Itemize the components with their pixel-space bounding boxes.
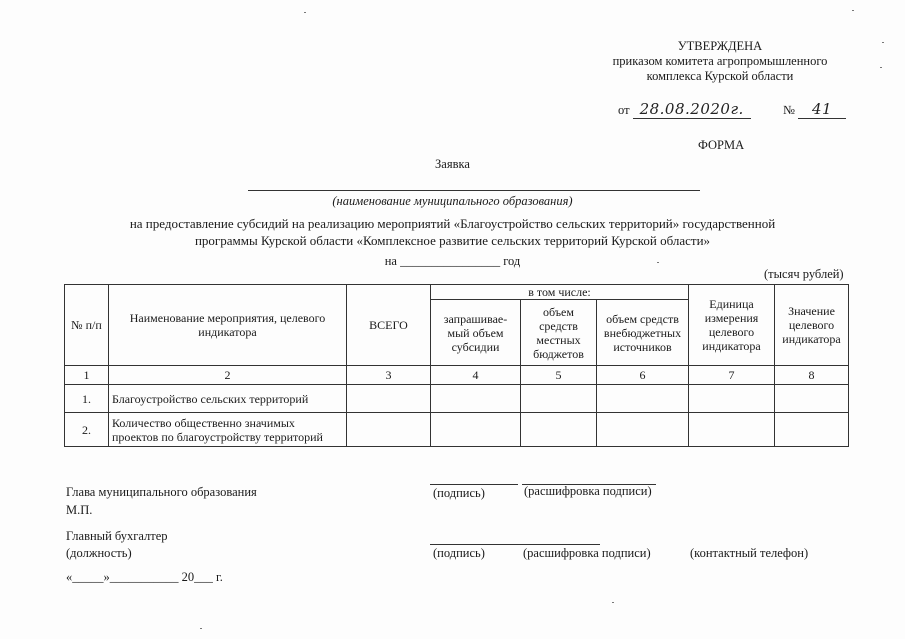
column-number-row — [65, 366, 849, 385]
position-caption: (должность) — [66, 546, 132, 560]
date-prefix: от — [618, 103, 630, 117]
approval-title: УТВЕРЖДЕНА — [677, 39, 763, 53]
empty-cell — [597, 385, 689, 413]
accountant-decoding-caption: (расшифровка подписи) — [523, 546, 651, 560]
approval-line-1: приказом комитета агропромышленного — [612, 54, 828, 68]
header-extrabudgetary: объем средств внебюджетных источников — [597, 300, 689, 366]
form-label: ФОРМА — [698, 138, 745, 152]
empty-cell — [689, 413, 775, 447]
column-number: 1 — [65, 366, 109, 385]
scan-speck — [200, 628, 202, 629]
scan-speck — [612, 602, 614, 603]
approval-block — [600, 39, 840, 84]
empty-cell — [689, 385, 775, 413]
empty-cell — [521, 413, 597, 447]
header-value: Значение целевого индикатора — [775, 285, 849, 366]
column-number: 7 — [689, 366, 775, 385]
column-number: 8 — [775, 366, 849, 385]
document-title: Заявка — [435, 157, 470, 171]
approval-date-line — [618, 100, 846, 119]
row-name: Количество общественно значимых проектов по благоустройству территорий — [109, 413, 347, 447]
header-subsidy: запрашивае-мый объем субсидии — [431, 300, 521, 366]
empty-cell — [431, 385, 521, 413]
accountant-title: Главный бухгалтер — [66, 529, 168, 543]
year-line: на ________________ год — [384, 254, 521, 268]
header-num: № п/п — [65, 285, 109, 366]
approval-line-2: комплекса Курской области — [646, 69, 794, 83]
column-number: 6 — [597, 366, 689, 385]
empty-cell — [775, 413, 849, 447]
empty-cell — [521, 385, 597, 413]
units-note: (тысяч рублей) — [764, 267, 844, 281]
scan-speck — [657, 262, 659, 263]
table-row — [65, 385, 849, 413]
number-prefix: № — [782, 103, 795, 117]
empty-cell — [347, 413, 431, 447]
scan-speck — [852, 10, 854, 11]
empty-cell — [597, 413, 689, 447]
subsidy-table — [64, 284, 849, 447]
purpose-line-2: программы Курской области «Комплексное развитие сельских территорий Курской области» — [194, 233, 711, 248]
header-row-1 — [65, 285, 849, 300]
handwritten-number: 41 — [811, 100, 833, 118]
accountant-signature-rule — [430, 544, 600, 545]
municipality-caption: (наименование муниципального образования) — [332, 194, 573, 208]
header-unit: Единица измерения целевого индикатора — [689, 285, 775, 366]
row-number: 1. — [65, 385, 109, 413]
table-row — [65, 413, 849, 447]
empty-cell — [775, 385, 849, 413]
head-title: Глава муниципального образования — [66, 485, 257, 499]
decoding-caption: (расшифровка подписи) — [524, 484, 652, 498]
scan-speck — [304, 12, 306, 13]
empty-cell — [347, 385, 431, 413]
header-local-budgets: объем средств местных бюджетов — [521, 300, 597, 366]
accountant-signature-caption: (подпись) — [433, 546, 485, 560]
stamp-place: М.П. — [66, 503, 93, 517]
signature-caption: (подпись) — [433, 486, 485, 500]
phone-caption: (контактный телефон) — [690, 546, 809, 560]
scan-speck — [880, 67, 882, 68]
handwritten-date: 28.08.2020г. — [639, 100, 744, 118]
scan-speck — [882, 42, 884, 43]
header-including: в том числе: — [431, 285, 689, 300]
column-number: 4 — [431, 366, 521, 385]
row-name: Благоустройство сельских территорий — [109, 385, 347, 413]
row-number: 2. — [65, 413, 109, 447]
column-number: 5 — [521, 366, 597, 385]
date-line: «_____»___________ 20___ г. — [66, 570, 223, 584]
column-number: 3 — [347, 366, 431, 385]
empty-cell — [431, 413, 521, 447]
header-name: Наименование мероприятия, целевого индикатора — [109, 285, 347, 366]
municipality-rule — [248, 190, 700, 191]
signature-rule — [430, 484, 518, 485]
header-total: ВСЕГО — [347, 285, 431, 366]
column-number: 2 — [109, 366, 347, 385]
purpose-line-1: на предоставление субсидий на реализацию мероприятий «Благоустройство сельских территорий» государственной — [129, 216, 776, 231]
